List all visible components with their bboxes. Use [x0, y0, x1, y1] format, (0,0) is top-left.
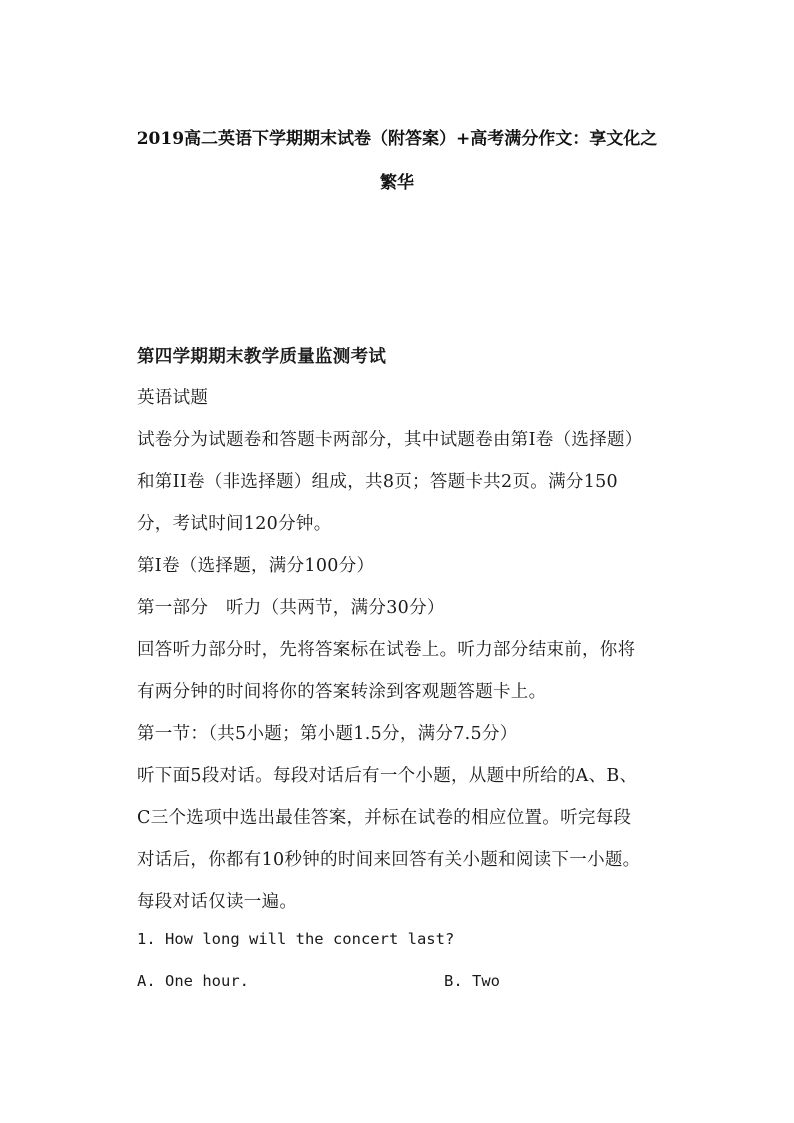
document-title-line-1: 2019高二英语下学期期末试卷（附答案）+高考满分作文：享文化之 [136, 129, 658, 149]
body-line: C三个选项中选出最佳答案，并标在试卷的相应位置。听完每段 [137, 808, 632, 828]
question-1: 1. How long will the concert last? [137, 930, 455, 948]
body-line: 对话后，你都有10秒钟的时间来回答有关小题和阅读下一小题。 [137, 850, 641, 870]
part-heading: 第一部分 听力（共两节，满分30分） [137, 598, 445, 618]
section-heading: 第Ⅰ卷（选择题，满分100分） [137, 556, 375, 576]
body-line: 分，考试时间120分钟。 [137, 514, 332, 534]
subject-line: 英语试题 [137, 388, 209, 408]
body-line: 回答听力部分时，先将答案标在试卷上。听力部分结束前，你将 [137, 640, 636, 660]
body-line: 试卷分为试题卷和答题卡两部分，其中试题卷由第Ⅰ卷（选择题） [137, 430, 643, 450]
body-line: 每段对话仅读一遍。 [137, 892, 298, 912]
option-a: A. One hour. [137, 972, 249, 990]
subsection-heading: 第一节：（共5小题；第小题1.5分，满分7.5分） [137, 724, 518, 744]
body-line: 和第II卷（非选择题）组成，共8页；答题卡共2页。满分150 [137, 472, 618, 492]
document-title-line-2: 繁华 [380, 173, 414, 193]
option-b: B. Two [444, 972, 500, 990]
body-line: 有两分钟的时间将你的答案转涂到客观题答题卡上。 [137, 682, 547, 702]
body-line: 听下面5段对话。每段对话后有一个小题，从题中所给的A、B、 [137, 766, 638, 786]
exam-heading: 第四学期期末教学质量监测考试 [137, 347, 387, 367]
